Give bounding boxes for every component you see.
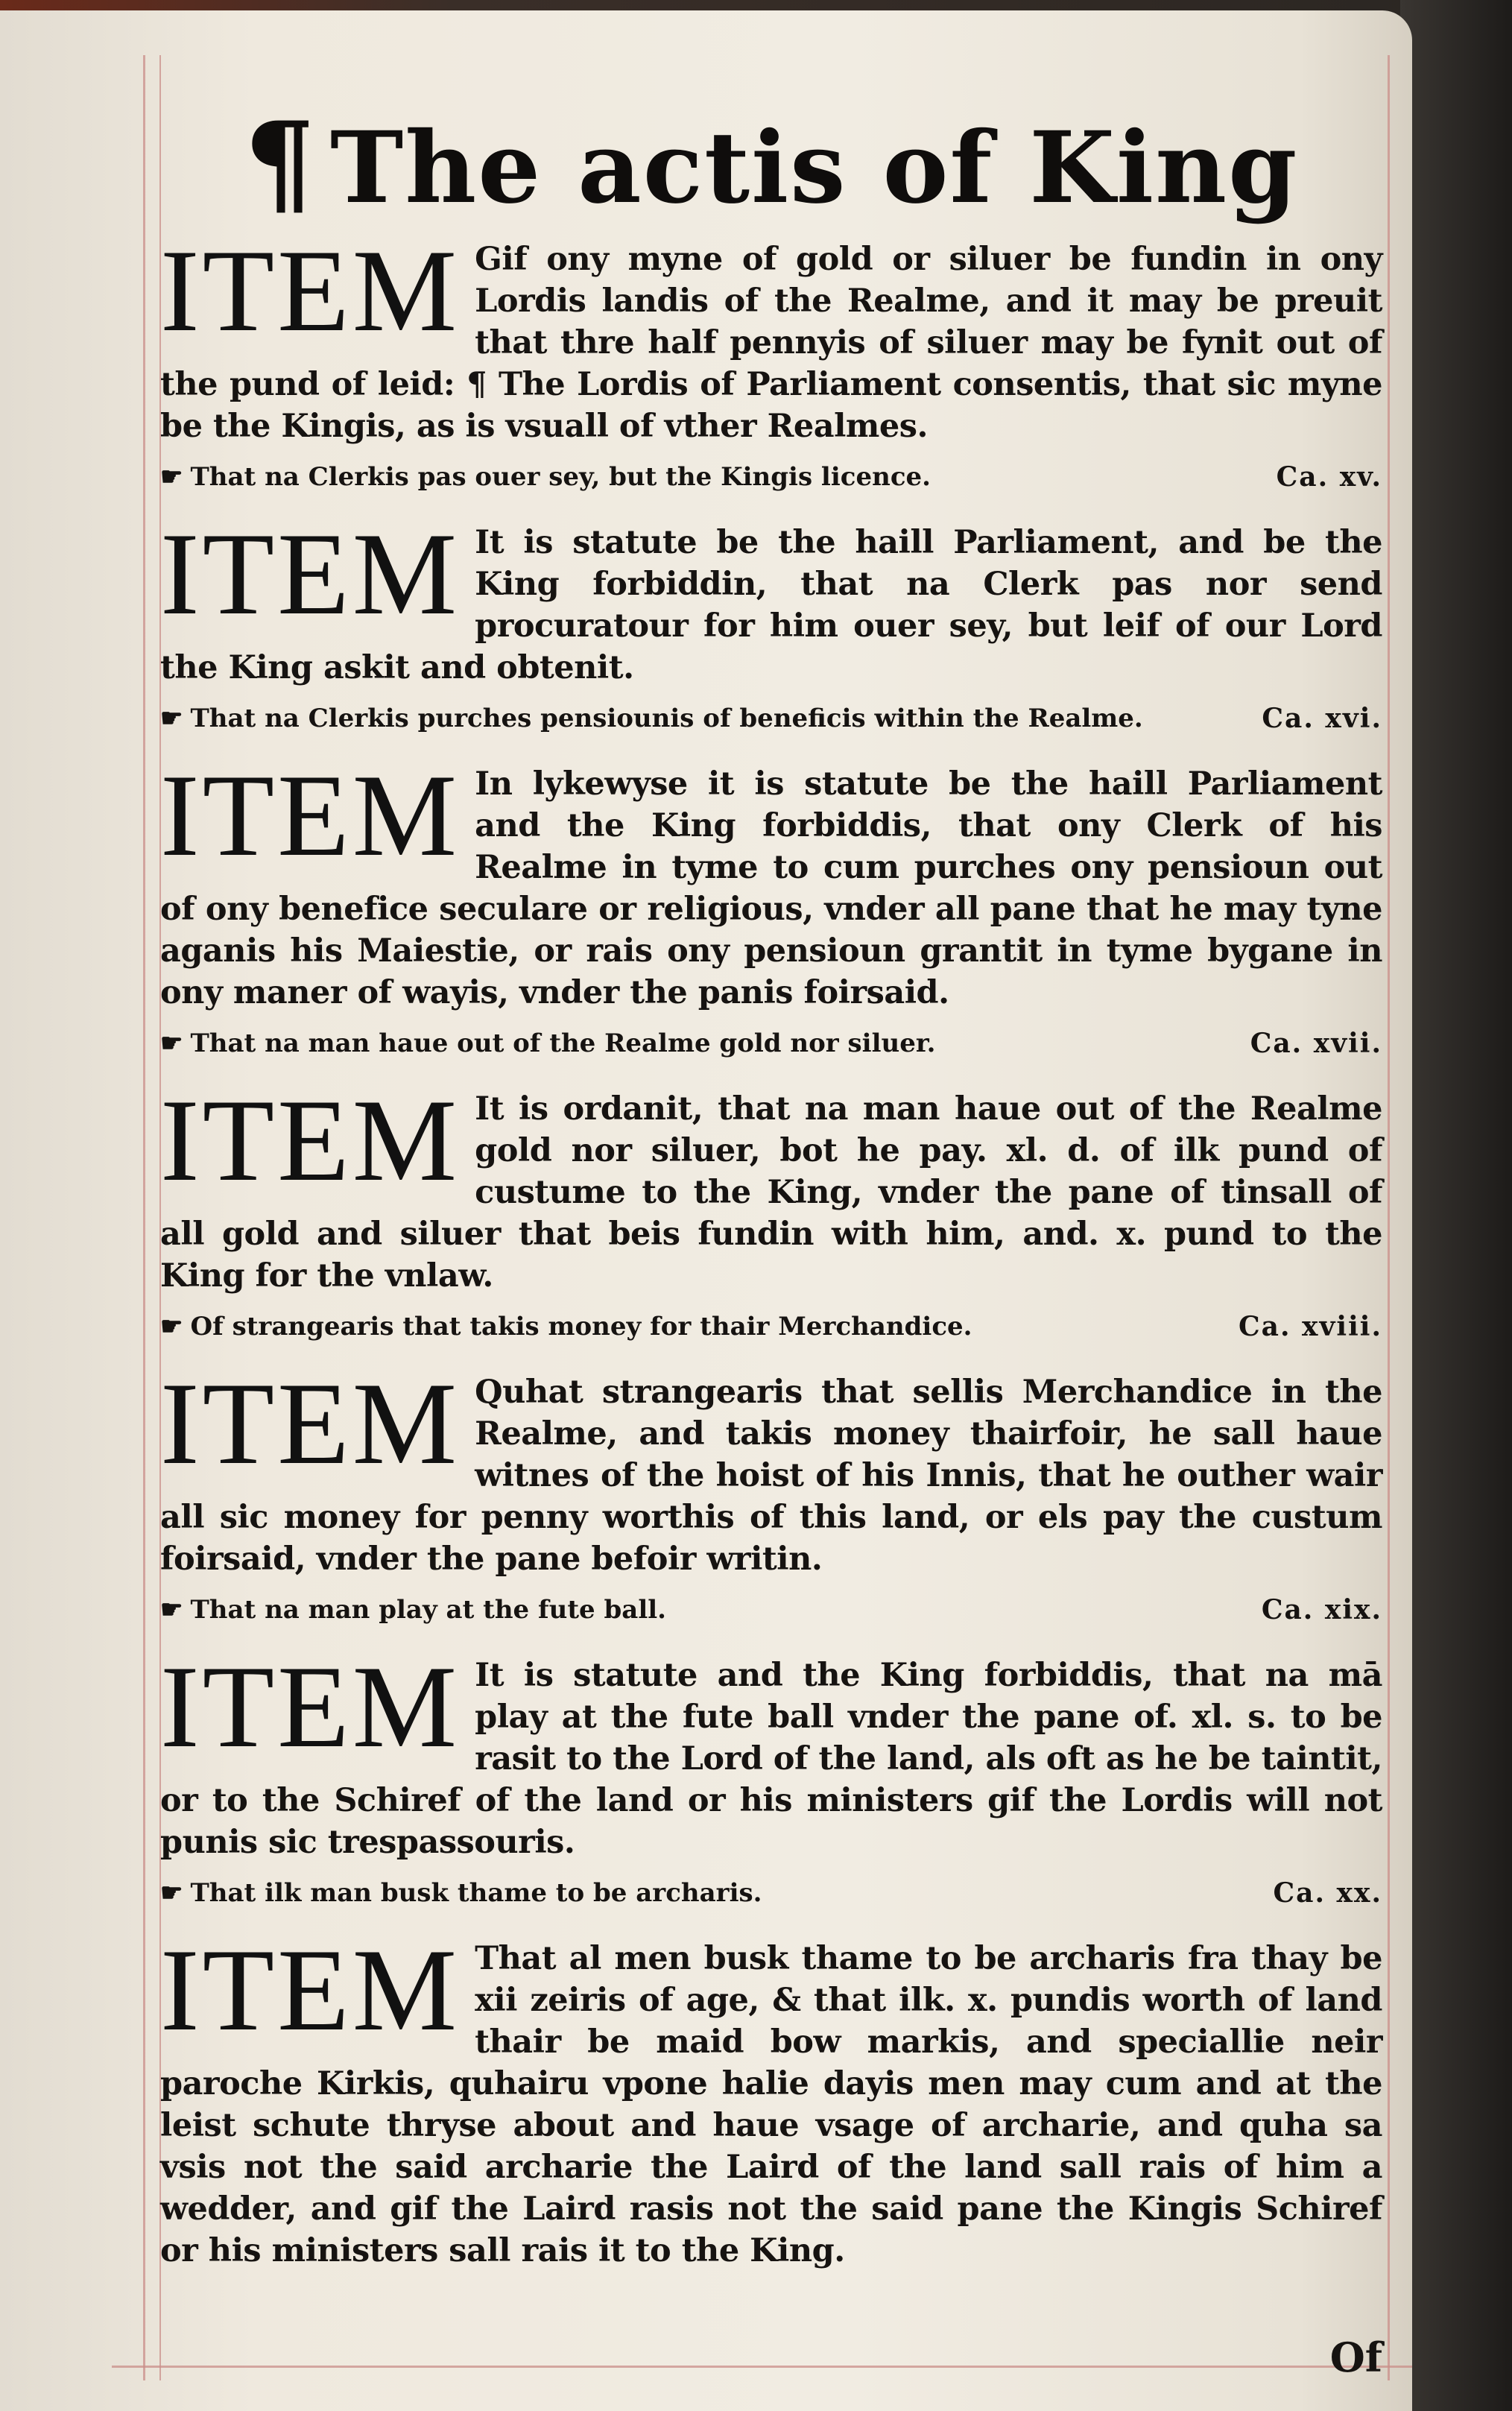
item-block: [160, 751, 1382, 1060]
item-block: [160, 1642, 1382, 1909]
item-initial: ITEM: [160, 509, 461, 639]
chapter-title: That ilk man busk thame to be archaris.: [190, 1878, 762, 1908]
item-block: [160, 1925, 1382, 2272]
item-initial: ITEM: [160, 226, 461, 356]
chapter-heading: [160, 1877, 1382, 1909]
chapter-title: That na Clerkis pas ouer sey, but the Kingis licence.: [190, 462, 931, 492]
chapter-number: Ca. xix.: [1261, 1594, 1382, 1625]
chapter-number: Ca. xx.: [1273, 1877, 1382, 1909]
book-edge: [1400, 0, 1512, 2411]
item-block: [160, 509, 1382, 735]
item-block: [160, 1359, 1382, 1626]
chapter-number: Ca. xviii.: [1239, 1311, 1382, 1342]
page-title: [160, 92, 1382, 234]
manicule-icon: ☛: [160, 704, 183, 733]
item-initial: ITEM: [160, 751, 461, 881]
chapter-heading: [160, 1593, 1382, 1626]
chapter-title: That na man play at the fute ball.: [190, 1595, 666, 1625]
item-text: It is statute be the haill Parliament, and be the King forbiddin, that na Clerk pas nor send procuratour for him ouer sey, but leif of our Lord the King askit and obtenit.: [160, 524, 1382, 686]
page-content: [160, 92, 1382, 2272]
item-block: [160, 226, 1382, 493]
item-initial: ITEM: [160, 1642, 461, 1772]
chapter-heading: [160, 1310, 1382, 1343]
item-text: That al men busk thame to be archaris fra thay be xii zeiris of age, & that ilk. x. pundis worth of land thair be maid bow markis, and speciallie neir paroche Kirkis, quhairu vpone halie dayis men may cum and at the leist schute thryse about and haue vsage of archarie, and quha sa vsis not the said archarie the Laird of the land sall rais of him a wedder, and gif the Laird rasis not the said pane the Kingis Schiref or his ministers sall rais it to the King.: [160, 1940, 1382, 2269]
manicule-icon: ☛: [160, 462, 183, 492]
manicule-icon: ☛: [160, 1028, 183, 1058]
item-initial: ITEM: [160, 1075, 461, 1206]
margin-rule: [112, 2366, 1412, 2368]
chapter-title: Of strangearis that takis money for thair Merchandice.: [190, 1312, 972, 1342]
item-text: It is ordanit, that na man haue out of the Realme gold nor siluer, bot he pay. xl. d. of ilk pund of custume to the King, vnder the pane of tinsall of all gold and siluer that beis fundin with him, and. x. pund to the King for the vnlaw.: [160, 1090, 1382, 1295]
item-block: [160, 1075, 1382, 1343]
chapter-title: That na man haue out of the Realme gold nor siluer.: [190, 1028, 936, 1058]
item-text: In lykewyse it is statute be the haill Parliament and the King forbiddis, that ony Clerk of his Realme in tyme to cum purches ony pensioun out of ony benefice seculare or religious, vnder all pane that he may tyne aganis his Maiestie, or rais ony pensioun grantit in tyme bygane in ony maner of wayis, vnder the panis foirsaid.: [160, 765, 1382, 1011]
catchword: Of: [1329, 2333, 1382, 2381]
margin-rule: [1388, 55, 1390, 2380]
margin-rule: [143, 55, 145, 2380]
chapter-number: Ca. xvii.: [1250, 1028, 1382, 1059]
chapter-heading: [160, 702, 1382, 735]
chapter-number: Ca. xvi.: [1262, 703, 1382, 734]
manicule-icon: ☛: [160, 1312, 183, 1342]
item-initial: ITEM: [160, 1359, 461, 1489]
pilcrow-icon: ¶: [244, 98, 317, 229]
item-text: Gif ony myne of gold or siluer be fundin in ony Lordis landis of the Realme, and it may be preuit that thre half pennyis of siluer may be fynit out of the pund of leid: ¶ The Lordis of Parliament consentis, that sic myne be the Kingis, as is vsuall of vther Realmes.: [160, 241, 1382, 445]
chapter-title: That na Clerkis purches pensiounis of beneficis within the Realme.: [190, 704, 1143, 733]
chapter-number: Ca. xv.: [1276, 461, 1382, 493]
item-text: Quhat strangearis that sellis Merchandice in the Realme, and takis money thairfoir, he sall haue witnes of the hoist of his Innis, that he outher wair all sic money for penny worthis of this land, or els pay the custum foirsaid, vnder the pane befoir writin.: [160, 1374, 1382, 1578]
book-page: [0, 10, 1412, 2411]
chapter-heading: [160, 461, 1382, 493]
item-initial: ITEM: [160, 1925, 461, 2055]
item-text: It is statute and the King forbiddis, that na mā play at the fute ball vnder the pane of. xl. s. to be rasit to the Lord of the land, als oft as he be taintit, or to the Schiref of the land or his ministers gif the Lordis will not punis sic trespassouris.: [160, 1657, 1382, 1861]
manicule-icon: ☛: [160, 1595, 183, 1625]
manicule-icon: ☛: [160, 1878, 183, 1908]
title-text: The actis of King: [330, 110, 1299, 226]
chapter-heading: [160, 1027, 1382, 1060]
